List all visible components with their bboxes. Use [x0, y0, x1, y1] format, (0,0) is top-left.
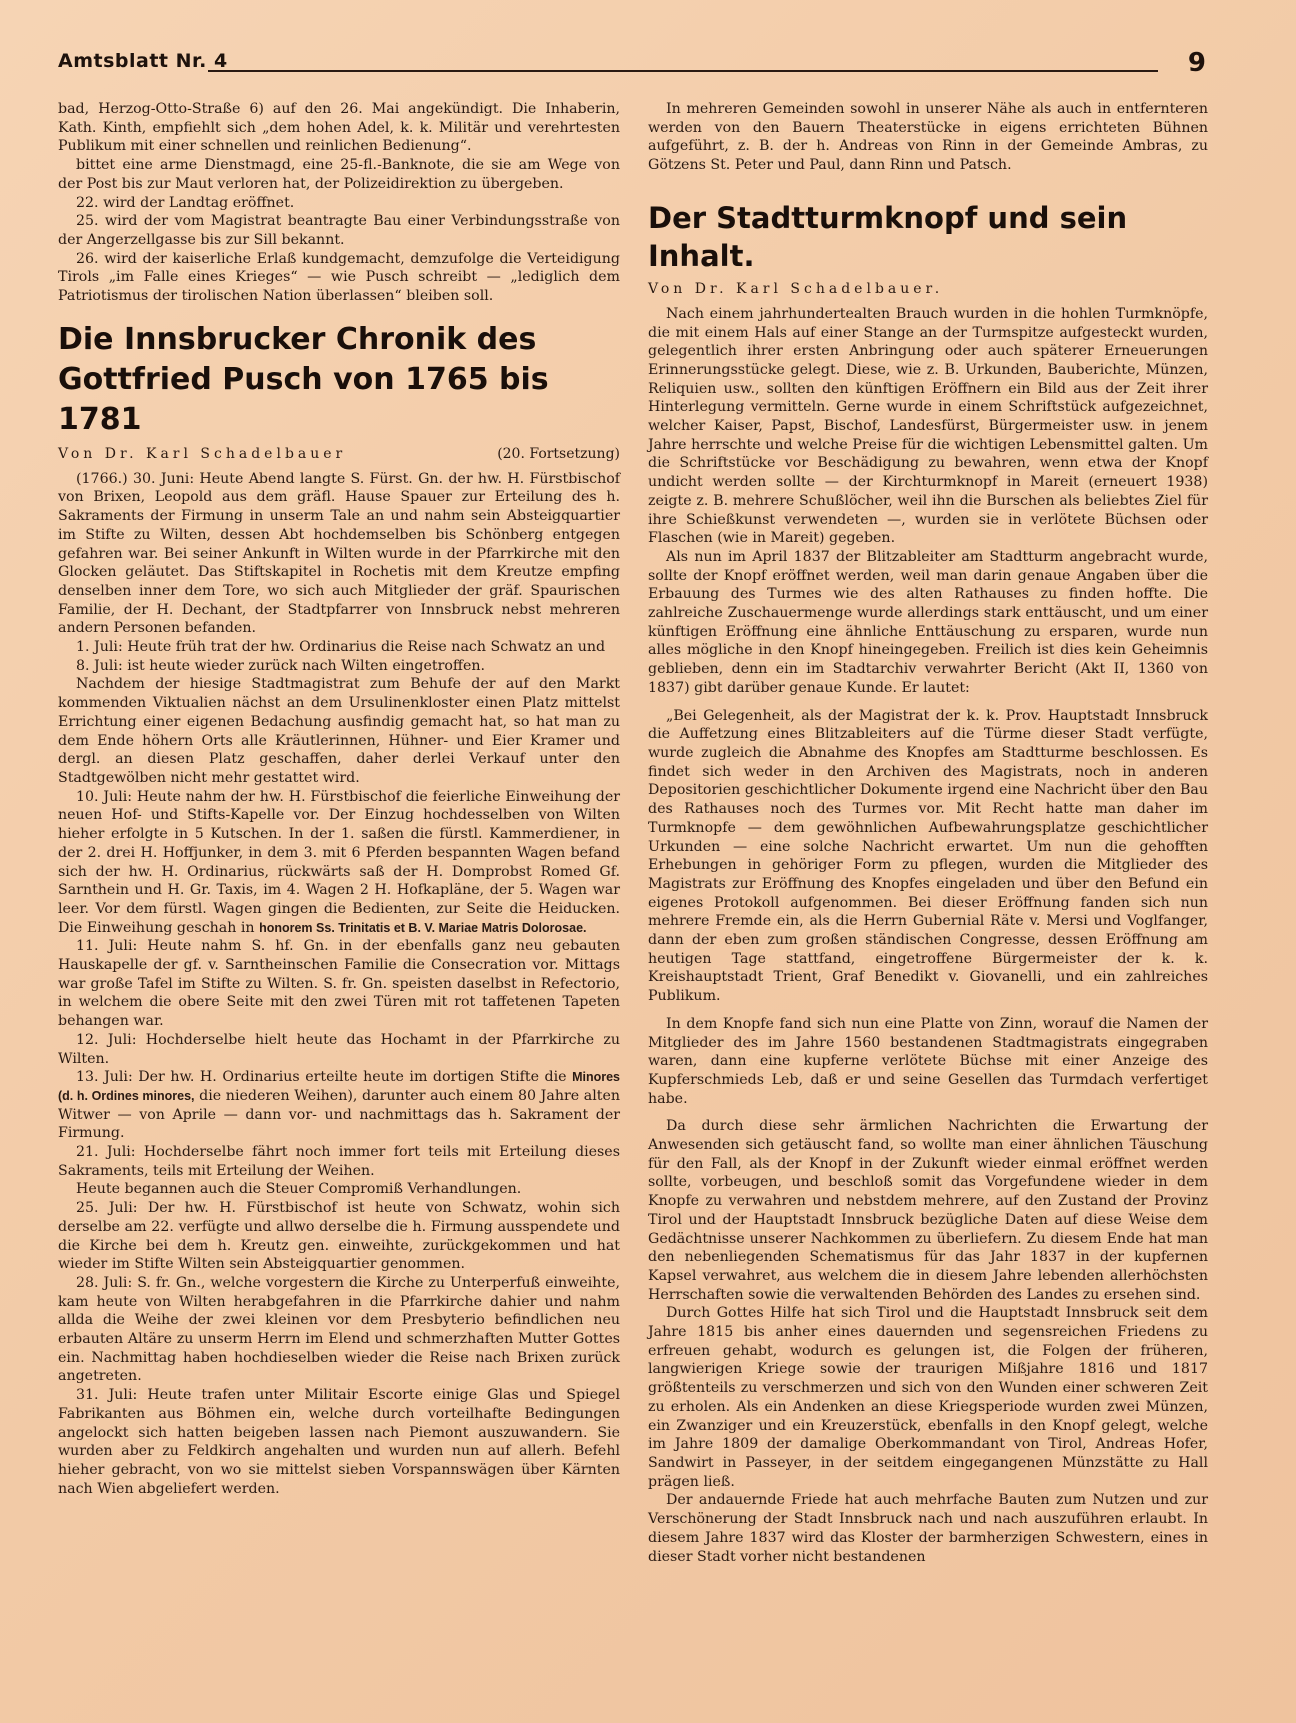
chronik-paragraph — [58, 1068, 620, 1143]
chronik-paragraph: 1. Juli: Heute früh trat der hw. Ordinarius die Reise nach Schwatz an und — [76, 639, 606, 656]
latin-dedication: honorem Ss. Trinitatis et B. V. Mariae Matris Dolorosae. — [259, 920, 587, 935]
chronik-paragraph: 25. Juli: Der hw. H. Fürstbischof ist heute von Schwatz, wohin sich derselbe am 22. verfügte und allwo derselbe die h. Firmung ausspendete und die Kirche bei dem h. Kreutz gen. einweihte, zurückgekommen und hat wieder im Stifte Wilten sein Absteigquartier genommen. — [58, 1200, 620, 1273]
left-column — [58, 100, 620, 1498]
chronik-paragraph: 28. Juli: S. fr. Gn., welche vorgestern die Kirche zu Unterperfuß einweihte, kam heute von Wilten herabgefahren in die Pfarrkirche dahier und nahm allda die Weihe der zwei kleinen vor dem Presbyterio befindlichen neu erbauten Altäre zu unserm Herrn im Elend und schmerzhaften Mutter Gottes ein. Nachmittag haben hochdieselben wieder die Reise nach Brixen zurück angetreten. — [58, 1274, 620, 1385]
left-intro-1: bad, Herzog-Otto-Straße 6) auf den 26. Mai angekündigt. Die Inhaberin, Kath. Kinth, empfiehlt sich „dem hohen Adel, k. k. Militär und verehrtesten Publikum mit einer schnellen und reinlichen Bedienung“. — [58, 101, 620, 155]
chronik-text: die niederen Weihen), darunter auch einem 80 Jahre alten Witwer — von Aprile — dann vor- und nachmittags das h. Sakrament der Firmung. — [58, 1087, 620, 1142]
right-column — [648, 100, 1208, 1566]
header-title: Amtsblatt Nr. 4 — [58, 50, 228, 72]
chronik-paragraph — [58, 788, 620, 938]
stadtturm-byline — [648, 279, 1208, 299]
stadtturm-paragraph: Der andauernde Friede hat auch mehrfache Bauten zum Nutzen und zur Verschönerung der Stadt Innsbruck nach und nach auszuführen erlaubt. In diesem Jahre 1837 wird das Kloster der barmherzigen Schwestern, eines in dieser Stadt vorher nicht bestandenen — [648, 1492, 1208, 1565]
chronik-paragraph: Heute begannen auch die Steuer Compromiß Verhandlungen. — [76, 1181, 522, 1198]
chronik-paragraph: (1766.) 30. Juni: Heute Abend langte S. Fürst. Gn. der hw. H. Fürstbischof von Brixen, Leopold aus dem gräfl. Hause Spauer zur Erteilung des h. Sakraments der Firmung in unserm Tale an und nahm sein Absteigquartier im Stifte zu Wilten, dessen Abt hochdemselben bis Schönberg entgegen gefahren war. Bei seiner Ankunft in Wilten wurde in der Pfarrkirche mit den Glocken geläutet. Das Stiftskapitel in Rochetis mit dem Kreutze empfing denselben inner dem Tore, wo sich auch Mitglieder der gräf. Spaurischen Familie, der H. Dechant, der Stadtpfarrer von Innsbruck nebst mehreren andern Personen befanden. — [58, 470, 620, 637]
stadtturm-paragraph: Durch Gottes Hilfe hat sich Tirol und die Hauptstadt Innsbruck seit dem Jahre 1815 bis anher eines dauernden und segensreichen Friedens zu erfreuen gehabt, wodurch es gelungen ist, die Folgen der früheren, langwierigen Kriege sowie der traurigen Mißjahre 1816 und 1817 größtenteils zu verschmerzen und sich von den Wunden einer schweren Zeit zu erholen. Als ein Andenken an diese Kriegsperiode wurden zwei Münzen, ein Zwanziger und ein Kreuzerstück, ebenfalls in den Knopf gelegt, welche im Jahre 1809 der damalige Oberkommandant von Tirol, Andreas Hofer, Sandwirt in Passeyer, in der seitdem eingegangenen Münzstätte zu Hall prägen ließ. — [648, 1305, 1208, 1490]
stadtturm-paragraph: Als nun im April 1837 der Blitzableiter am Stadtturm angebracht wurde, sollte der Knopf eröffnet werden, weil man darin genaue Angaben über die Erbauung des Turmes wie des alten Rathauses zu finden hoffte. Die zahlreiche Zuschauermenge wurde allerdings stark enttäuscht, und um einer künftigen Eröffnung eine ähnliche Enttäuschung zu ersparen, wurde nun alles mögliche in den Knopf hineingegeben. Freilich ist dies kein Geheimnis geblieben, denn ein im Stadtarchiv verwahrter Bericht (Akt II, 1360 von 1837) gibt darüber genaue Kunde. Er lautet: — [648, 548, 1208, 696]
left-intro-4: 25. wird der vom Magistrat beantragte Bau einer Verbindungsstraße von der Angerzellgasse bis zur Sill bekannt. — [58, 213, 620, 248]
right-intro: In mehreren Gemeinden sowohl in unserer Nähe als auch in entfernteren werden von den Bauern Theaterstücke in eigens errichteten Bühnen aufgeführt, z. B. der h. Andreas von Rinn in der Gemeinde Ambras, zu Götzens St. Peter und Paul, dann Rinn und Patsch. — [648, 101, 1208, 174]
stadtturm-author: Von Dr. Karl Schadelbauer. — [648, 280, 944, 297]
left-intro-5: 26. wird der kaiserliche Erlaß kundgemacht, demzufolge die Verteidigung Tirols „im Falle eines Krieges“ — wie Pusch schreibt — „lediglich dem Patriotismus der tirolischen Nation überlassen“ bleiben soll. — [58, 250, 620, 305]
stadtturm-paragraph: Nach einem jahrhundertealten Brauch wurden in die hohlen Turmknöpfe, die mit einem Hals auf einer Stange an der Turmspitze aufgesteckt wurden, gelegentlich ihrer ersten Anbringung oder auch späterer Erneuerungen Erinnerungsstücke gelegt. Diese, wie z. B. Urkunden, Bauberichte, Münzen, Reliquien usw., sollten den künftigen Eröffnern ein Bild aus der Zeit ihrer Hinterlegung vermitteln. Gerne wurde in einem Schriftstück aufgezeichnet, welcher Kaiser, Papst, Bischof, Landesfürst, Bürgermeister usw. in jenem Jahre herrschte und welche Preise für die wichtigen Lebensmittel galten. Um die Schriftstücke vor Beschädigung zu bewahren, wenn etwa der Knopf undicht werden sollte — der Kirchturmknopf in Mareit (erneuert 1938) zeigte z. B. mehrere Schußlöcher, weil ihn die Burschen als beliebtes Ziel für ihre Schießkunst verwendeten —, wurden sie in verlötete Büchsen oder Flaschen (wie in Mareit) gegeben. — [648, 305, 1208, 547]
chronik-paragraph: 31. Juli: Heute trafen unter Militair Escorte einige Glas und Spiegel Fabrikanten aus Böhmen ein, welche durch vorteilhafte Bedingungen angelockt sich hatten beigeben lassen nach Piemont auszuwandern. Sie wurden aber zu Feldkirch angehalten und wurden nun auf allerh. Befehl hieher gebracht, von wo sie mittelst sieben Vorspannswägen über Kärnten nach Wien abgeliefert werden. — [58, 1387, 620, 1497]
stadtturm-quote: „Bei Gelegenheit, als der Magistrat der k. k. Prov. Hauptstadt Innsbruck die Auffetzung eines Blitzableiters auf die Türme dieser Stadt verfügte, wurde zugleich die Abnahme des Knopfes am Stadtturme beschlossen. Es findet sich weder in den Archiven des Magistrats, noch in anderen Depositorien geschichtlicher Dokumente irgend eine Nachricht über den Bau des Rathauses noch des Turmes vor. Mit Recht hatte man daher im Turmknopfe — dem gewöhnlichen Aufbewahrungsplatze geschichtlicher Urkunden — eine solche Nachricht erwartet. Um nun die gehofften Erhebungen in gehöriger Form zu pflegen, wurden die Mitglieder des Magistrats zur Eröffnung des Knopfes eingeladen und über den Befund ein eigenes Protokoll aufgenommen. Bei dieser Eröffnung fanden sich nun mehrere Fremde ein, als die Herrn Gubernial Räte v. Mersi und Voglfanger, dann der eben zum großen ständischen Congresse, dessen Eröffnung am heutigen Tage stattfand, eingetroffene Bürgermeister der k. k. Kreishauptstadt Trient, Graf Benedikt v. Giovanelli, und ein zahlreiches Publikum. — [648, 707, 1208, 1005]
chronik-paragraph: 21. Juli: Hochderselbe fährt noch immer fort teils mit Erteilung dieses Sakraments, teils mit Erteilung der Weihen. — [58, 1144, 620, 1179]
chronik-article-title: Die Innsbrucker Chronik des Gottfried Pusch von 1765 bis 1781 — [58, 321, 549, 437]
header-rule — [208, 70, 1158, 72]
latin-term: Minores (d. h. Ordines minores, — [58, 1070, 620, 1103]
chronik-continuation: (20. Fortsetzung) — [497, 445, 620, 462]
chronik-paragraph: 11. Juli: Heute nahm S. hf. Gn. in der ebenfalls ganz neu gebauten Hauskapelle der gf. v. Sarntheinschen Familie die Consecration vor. Mittags war große Tafel im Stifte zu Wilten. S. fr. Gn. speisten daselbst in Refectorio, in welchem die obere Seite mit den zwei Türen mit rot taffetenen Tapeten behangen war. — [58, 938, 620, 1030]
page-number: 9 — [1187, 48, 1206, 78]
left-intro-2: bittet eine arme Dienstmagd, eine 25-fl.-Banknote, die sie am Wege von der Post bis zur Maut verloren hat, der Polizeidirektion zu übergeben. — [58, 157, 620, 192]
page-header — [58, 48, 1206, 84]
chronik-paragraph: 12. Juli: Hochderselbe hielt heute das Hochamt in der Pfarrkirche zu Wilten. — [58, 1031, 620, 1067]
stadtturm-paragraph: Da durch diese sehr ärmlichen Nachrichten die Erwartung der Anwesenden sich getäuscht fand, so wollte man einer ähnlichen Täuschung für den Fall, als der Knopf in der Zukunft wieder einmal eröffnet werden sollte, vorbeugen, und beschloß somit das Vorgefundene wieder in dem Knopfe zu verwahren und nebstdem mehrere, auf den Zustand der Provinz Tirol und der Hauptstadt Innsbruck bezügliche Daten auf diese Weise dem Gedächtnisse unserer Nachkommen zu überliefern. Zu diesem Ende hat man den nebenliegenden Schematismus für das Jahr 1837 in der kupfernen Kapsel verwahret, aus welchem die in diesem Jahre lebenden allerhöchsten Herrschaften sowie die verwaltenden Behörden des Landes zu ersehen sind. — [648, 1118, 1208, 1303]
chronik-author: Von Dr. Karl Schadelbauer — [58, 445, 347, 462]
chronik-text: 10. Juli: Heute nahm der hw. H. Fürstbischof die feierliche Einweihung der neuen Hof- und Stifts-Kapelle vor. Der Einzug hochdesselben von Wilten hieher erfolgte in 5 Kutschen. In der 1. saßen die fürstl. Kammerdiener, in der 2. drei H. Hoffjunker, in dem 3. mit 6 Pferden bespannten Wagen befand sich der hw. H. Ordinarius, rückwärts saß der H. Domprobst Romed Gf. Sarnthein und H. Gr. Taxis, im 4. Wagen 2 H. Hofkapläne, der 5. Wagen war leer. Vor dem fürstl. Wagen gingen die Bedienten, zur Seite die Heiducken. Die Einweihung geschah in — [58, 788, 620, 936]
chronik-paragraph: Nachdem der hiesige Stadtmagistrat zum Behufe der auf den Markt kommenden Viktualien nächst an dem Ursulinenkloster einen Platz mittelst Errichtung einer eigenen Bedachung ausfindig gemacht hat, so hat man zu dem Ende höhern Orts alle Kräutlerinnen, Hühner- und Eier Kramer und dergl. an diesen Platz geschaffen, daher derlei Verkauf unter den Stadtgewölben nicht mehr gestattet wird. — [58, 676, 620, 786]
left-intro-3: 22. wird der Landtag eröffnet. — [76, 194, 295, 211]
chronik-text: 13. Juli: Der hw. H. Ordinarius erteilte heute im dortigen Stifte die — [76, 1069, 567, 1086]
chronik-paragraph: 8. Juli: ist heute wieder zurück nach Wilten eingetroffen. — [76, 657, 486, 674]
chronik-byline — [58, 444, 620, 464]
stadtturm-article-title: Der Stadtturmknopf und sein Inhalt. — [648, 200, 1128, 273]
stadtturm-paragraph: In dem Knopfe fand sich nun eine Platte von Zinn, worauf die Namen der Mitglieder des im Jahre 1560 bestandenen Stadtmagistrats eingegraben waren, dann eine kupferne verlötete Büchse mit einer Anzeige des Kupferschmieds Leb, daß er und seine Gesellen das Turmdach verfertiget habe. — [648, 1015, 1208, 1107]
